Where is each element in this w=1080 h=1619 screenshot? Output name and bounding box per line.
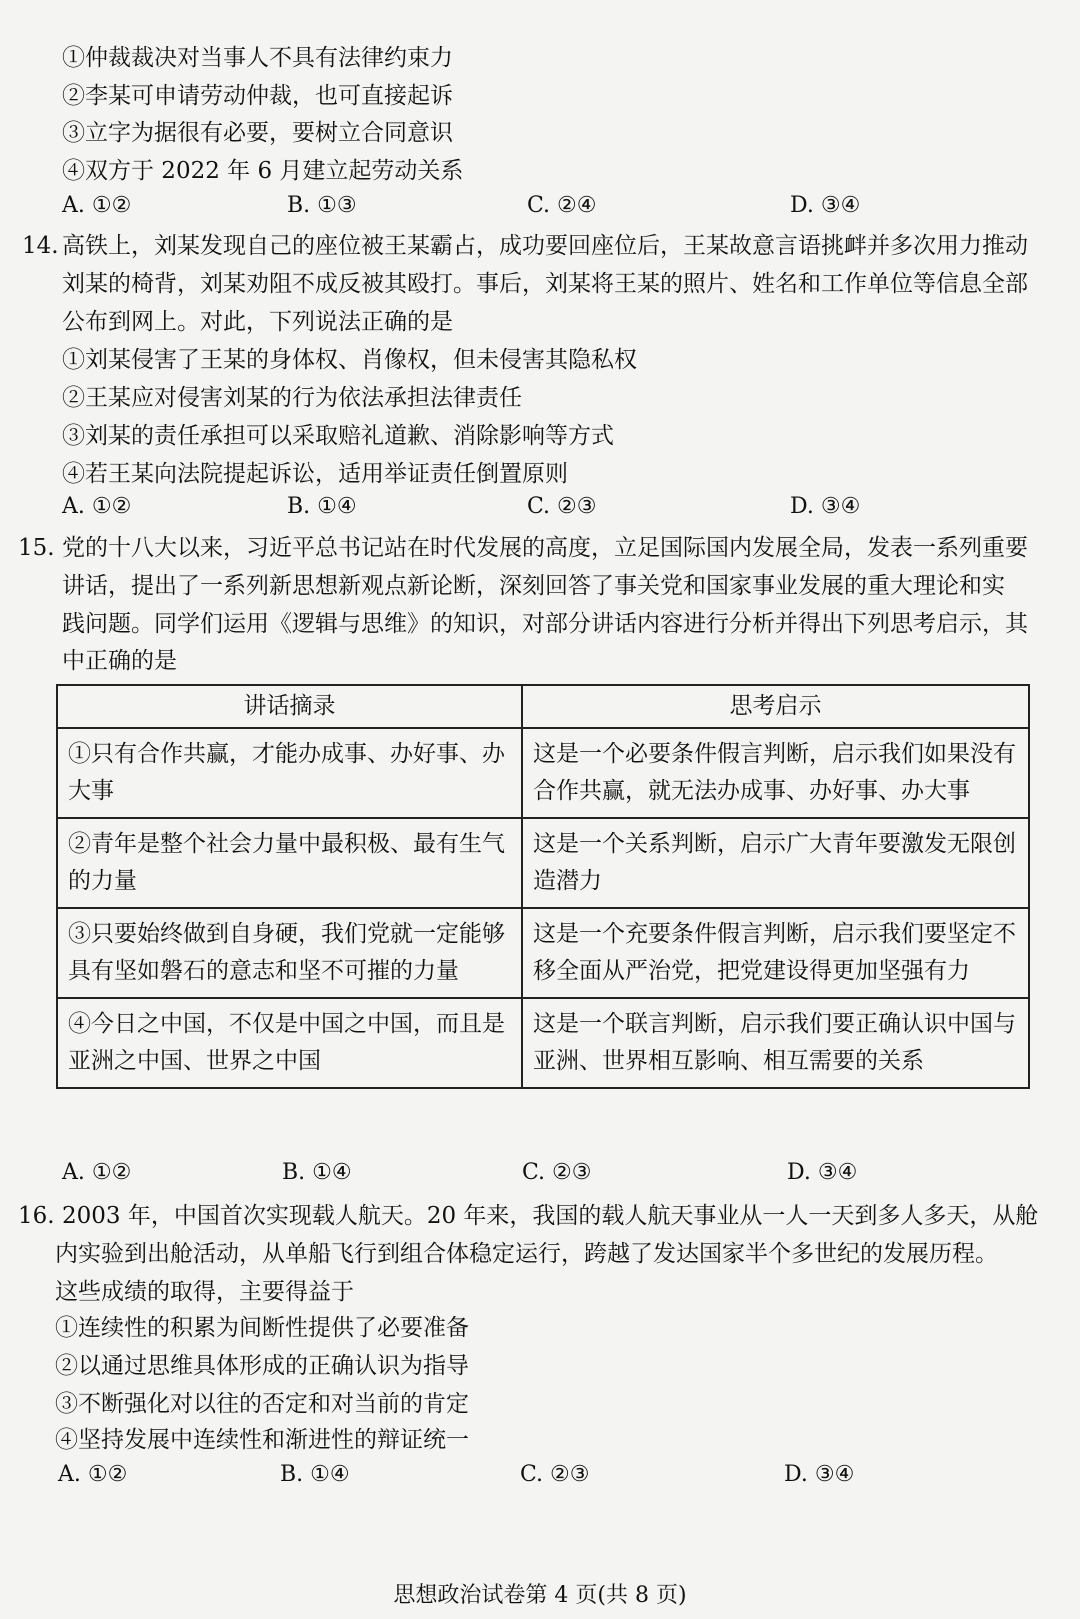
table-cell-excerpt: ④今日之中国，不仅是中国之中国，而且是亚洲之中国、世界之中国 — [57, 998, 522, 1088]
q16-option-a[interactable]: A. ①② — [58, 1462, 128, 1487]
table-cell-insight: 这是一个关系判断，启示广大青年要激发无限创造潜力 — [522, 818, 1029, 908]
q13-option-d[interactable]: D. ③④ — [790, 193, 861, 218]
q13-statement-1: ①仲裁裁决对当事人不具有法律约束力 — [62, 45, 453, 71]
q13-options — [62, 193, 962, 225]
table-header-insight: 思考启示 — [522, 685, 1029, 728]
table-cell-excerpt: ①只有合作共赢，才能办成事、办好事、办大事 — [57, 728, 522, 818]
q14-statement-3: ③刘某的责任承担可以采取赔礼道歉、消除影响等方式 — [62, 423, 614, 449]
q13-option-b[interactable]: B. ①③ — [287, 193, 357, 218]
q16-number: 16. — [18, 1203, 55, 1229]
q13-statement-2: ②李某可申请劳动仲裁，也可直接起诉 — [62, 83, 453, 109]
q15-stem-line-3: 践问题。同学们运用《逻辑与思维》的知识，对部分讲话内容进行分析并得出下列思考启示，其 — [62, 611, 1028, 637]
q15-option-d[interactable]: D. ③④ — [787, 1160, 858, 1185]
q14-statement-2: ②王某应对侵害刘某的行为依法承担法律责任 — [62, 385, 522, 411]
q16-option-b[interactable]: B. ①④ — [280, 1462, 350, 1487]
q15-stem-line-2: 讲话，提出了一系列新思想新观点新论断，深刻回答了事关党和国家事业发展的重大理论和实 — [62, 573, 1005, 599]
q13-option-a[interactable]: A. ①② — [62, 193, 132, 218]
q13-option-c[interactable]: C. ②④ — [527, 193, 597, 218]
table-header-row — [57, 685, 1029, 728]
q16-option-d[interactable]: D. ③④ — [784, 1462, 855, 1487]
q13-statement-4: ④双方于 2022 年 6 月建立起劳动关系 — [62, 158, 464, 184]
q16-stem-line-2: 内实验到出舱活动，从单船飞行到组合体稳定运行，跨越了发达国家半个多世纪的发展历程。 — [55, 1241, 998, 1267]
q15-option-c[interactable]: C. ②③ — [522, 1160, 592, 1185]
table-cell-insight: 这是一个必要条件假言判断，启示我们如果没有合作共赢，就无法办成事、办好事、办大事 — [522, 728, 1029, 818]
q14-statement-4: ④若王某向法院提起诉讼，适用举证责任倒置原则 — [62, 461, 568, 487]
q14-option-b[interactable]: B. ①④ — [287, 494, 357, 519]
q14-number: 14. — [22, 233, 59, 259]
q14-stem-line-3: 公布到网上。对此，下列说法正确的是 — [62, 309, 453, 335]
q16-stem-line-3: 这些成绩的取得，主要得益于 — [55, 1279, 354, 1305]
table-cell-excerpt: ②青年是整个社会力量中最积极、最有生气的力量 — [57, 818, 522, 908]
q16-option-c[interactable]: C. ②③ — [520, 1462, 590, 1487]
q16-statement-1: ①连续性的积累为间断性提供了必要准备 — [55, 1315, 469, 1341]
q15-stem-line-1: 党的十八大以来，习近平总书记站在时代发展的高度，立足国际国内发展全局，发表一系列重要 — [62, 535, 1028, 561]
q16-stem-line-1: 2003 年，中国首次实现载人航天。20 年来，我国的载人航天事业从一人一天到多人多天，从舱 — [62, 1203, 1039, 1229]
q14-option-c[interactable]: C. ②③ — [527, 494, 597, 519]
q15-table — [56, 684, 1030, 1089]
table-row — [57, 728, 1029, 818]
q14-option-a[interactable]: A. ①② — [62, 494, 132, 519]
q16-statement-3: ③不断强化对以往的否定和对当前的肯定 — [55, 1391, 469, 1417]
table-cell-excerpt: ③只要始终做到自身硬，我们党就一定能够具有坚如磐石的意志和坚不可摧的力量 — [57, 908, 522, 998]
q15-option-b[interactable]: B. ①④ — [282, 1160, 352, 1185]
page-footer: 思想政治试卷第 4 页(共 8 页) — [393, 1583, 687, 1608]
q15-options — [62, 1160, 962, 1192]
table-row — [57, 998, 1029, 1088]
table-cell-insight: 这是一个充要条件假言判断，启示我们要坚定不移全面从严治党，把党建设得更加坚强有力 — [522, 908, 1029, 998]
table-row — [57, 908, 1029, 998]
q14-options — [62, 494, 962, 526]
q15-option-a[interactable]: A. ①② — [62, 1160, 132, 1185]
q14-option-d[interactable]: D. ③④ — [790, 494, 861, 519]
table-cell-insight: 这是一个联言判断，启示我们要正确认识中国与亚洲、世界相互影响、相互需要的关系 — [522, 998, 1029, 1088]
q15-stem-line-4: 中正确的是 — [62, 648, 177, 674]
table-header-excerpt: 讲话摘录 — [57, 685, 522, 728]
q14-statement-1: ①刘某侵害了王某的身体权、肖像权，但未侵害其隐私权 — [62, 347, 637, 373]
q16-statement-4: ④坚持发展中连续性和渐进性的辩证统一 — [55, 1427, 469, 1453]
q16-statement-2: ②以通过思维具体形成的正确认识为指导 — [55, 1353, 469, 1379]
q15-number: 15. — [18, 535, 55, 561]
q13-statement-3: ③立字为据很有必要，要树立合同意识 — [62, 120, 453, 146]
q16-options — [58, 1462, 962, 1494]
q14-stem-line-1: 高铁上，刘某发现自己的座位被王某霸占，成功要回座位后，王某故意言语挑衅并多次用力推动 — [62, 233, 1028, 259]
q14-stem-line-2: 刘某的椅背，刘某劝阻不成反被其殴打。事后，刘某将王某的照片、姓名和工作单位等信息全部 — [62, 271, 1028, 297]
table-row — [57, 818, 1029, 908]
